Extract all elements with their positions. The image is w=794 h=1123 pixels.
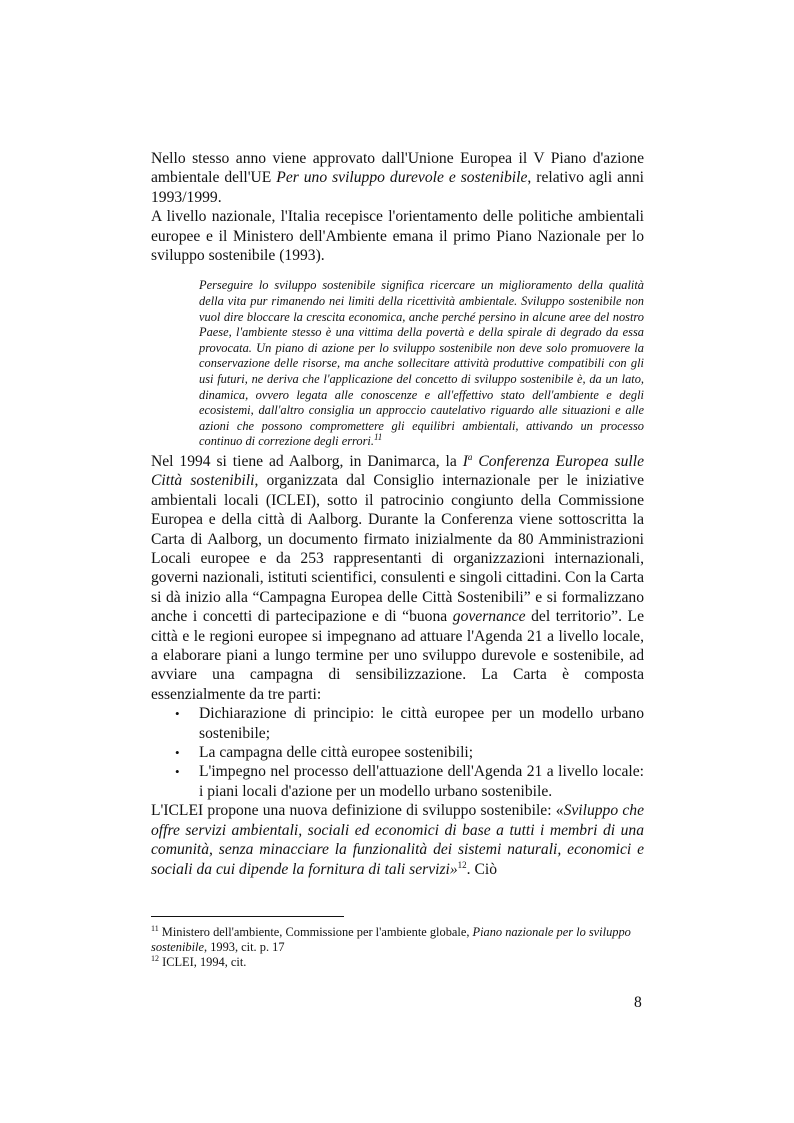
block-quote: [199, 278, 644, 450]
footnote-separator: [151, 916, 344, 917]
paragraph-4: [151, 801, 644, 879]
p3-text-end: del territorio”. Le città e le regioni europee si impegnano ad attuare l'Agenda 21 a livello locale, a elaborare piani a lungo termine per uno sviluppo durevole e sostenibile, ad avviare una campagna di sensibilizzazione. La Carta è composta essenzialmente da tre parti:: [151, 608, 644, 703]
paragraph-1: [151, 149, 644, 207]
conference-name: Conferenza Europea sulle Città sostenibili: [151, 452, 645, 490]
p4-text-end: . Ciò: [466, 860, 497, 878]
paragraph-3: [151, 452, 644, 704]
p1-text-end: , relativo agli anni 1993/1999.: [151, 169, 645, 206]
bullet-icon: •: [175, 764, 180, 780]
footnote-text-end: , 1993, cit. p. 17: [204, 940, 285, 954]
footnote-ref-12[interactable]: 12: [457, 859, 467, 870]
list-item-text: Dichiarazione di principio: le città europee per un modello urbano sostenibile;: [199, 705, 644, 742]
p3-text: Nel 1994 si tiene ad Aalborg, in Danimarca, la: [151, 452, 463, 470]
footnote-title-italic: Piano nazionale per lo sviluppo sostenibile: [151, 925, 631, 954]
conference-ordinal: I: [462, 452, 468, 470]
list-item: [151, 704, 644, 743]
page-number: 8: [634, 994, 642, 1011]
footnote-number: 12: [151, 953, 159, 963]
bullet-list: [151, 704, 644, 801]
bullet-icon: •: [175, 745, 180, 761]
footnote-text: Ministero dell'ambiente, Commissione per l'ambiente globale,: [158, 925, 473, 939]
definition-italic: Sviluppo che offre servizi ambientali, sociali ed economici di base a tutti i membri di una comunità, senza minacciare la funzionalità dei sistemi naturali, economici e sociali da cui dipende la fornitura di tali servizi»: [151, 802, 645, 878]
governance-italic: governance: [452, 608, 526, 626]
list-item-text: La campagna delle città europee sostenibili;: [199, 744, 474, 762]
footnote-number: 11: [151, 923, 159, 933]
footnote-12: [151, 955, 644, 970]
bullet-icon: •: [175, 706, 180, 722]
footnote-ref-11[interactable]: 11: [373, 432, 383, 443]
list-item: [151, 762, 644, 801]
p1-title-italic: Per uno sviluppo durevole e sostenibile: [276, 169, 528, 187]
list-item: [151, 743, 644, 762]
list-item-text: L'impegno nel processo dell'attuazione dell'Agenda 21 a livello locale: i piani locali d'azione per un modello urbano sostenibile.: [199, 763, 644, 800]
p3-text-mid: , organizzata dal Consiglio internazionale per le iniziative ambientali locali (ICLEI), sotto il patrocinio congiunto della Commissione Europea e della città di Aalborg. Durante la Conferenza viene sottoscritta la Carta di Aalborg, un documento firmato inizialmente da 80 Amministrazioni Locali europee e da 253 rappresentanti di organizzazioni internazionali, governi nazionali, istituti scientifici, consulenti e singoli cittadini. Con la Carta si dà inizio alla “Campagna Europea delle Città Sostenibili” e si formalizzano anche i concetti di partecipazione e di “buona: [151, 472, 644, 626]
footnotes: [151, 925, 644, 970]
p4-text: L'ICLEI propone una nuova definizione di sviluppo sostenibile: «: [151, 802, 564, 820]
p1-text: Nello stesso anno viene approvato dall'Unione Europea il V Piano d'azione ambientale dell'UE: [151, 150, 644, 187]
footnote-text: ICLEI, 1994, cit.: [159, 955, 247, 969]
paragraph-2: A livello nazionale, l'Italia recepisce l'orientamento delle politiche ambientali europee e il Ministero dell'Ambiente emana il primo Piano Nazionale per lo sviluppo sostenibile (1993).: [151, 208, 644, 265]
footnote-11: [151, 925, 644, 955]
ordinal-superscript: a: [467, 451, 473, 462]
page-body: [151, 149, 644, 879]
quote-text: Perseguire lo sviluppo sostenibile significa ricercare un miglioramento della qualità della vita pur rimanendo nei limiti della ricettività ambientale. Sviluppo sostenibile non vuol dire bloccare la crescita economica, anche perché persino in alcune aree del nostro Paese, l'ambiente stesso è una vittima della povertà e della spirale di degrado da essa provocata. Un piano di azione per lo sviluppo sostenibile non deve solo promuovere la conservazione delle risorse, ma anche sollecitare attività produttive compatibili con gli usi futuri, ne deriva che l'applicazione del concetto di sviluppo sostenibile è, da un lato, dinamica, ovvero legata alle conoscenze e all'effettivo stato dell'ambiente e degli ecosistemi, dall'altro consiglia un approccio cautelativo riguardo alle situazioni e alle azioni che possono compromettere gli equilibri ambientali, attivando un processo continuo di correzione degli errori.: [199, 278, 644, 449]
